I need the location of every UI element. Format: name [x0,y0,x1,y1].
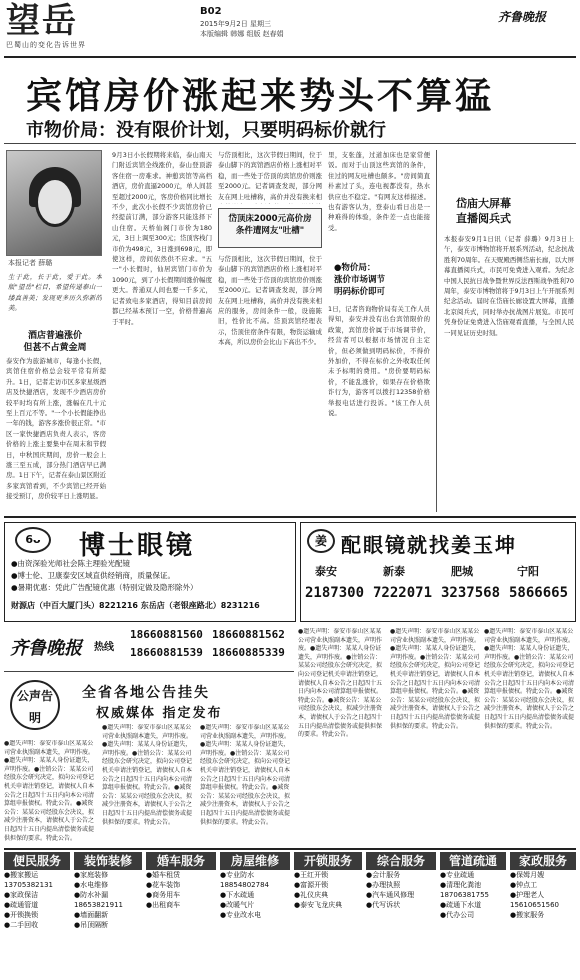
classified-cat-7-item-2: ●护理老人 [510,891,545,899]
classified-cat-0 [4,852,70,978]
jiang-phone-0: 2187300 [305,585,365,601]
jiang-slogan: 配眼镜就找姜玉坤 [341,533,517,557]
classified-cat-5-title: 综合服务 [366,852,436,870]
classified-cat-6-item-3: ●代办公司 [440,911,475,919]
glasses-line-1: ●由资深验光师社会陈主理验光配镜 [11,559,131,568]
classified-cat-6-item-1: ●清理化粪池 [440,881,482,889]
hotline-number-0: 18660881560 [130,628,203,641]
ad-glasses-box [4,522,296,622]
classified-cat-7-item-3: ●搬家服务 [510,911,545,919]
classified-cat-6-item-0: ●专业疏通 [440,871,475,879]
classified-cat-2-title: 婚车服务 [146,852,216,870]
classified-cat-3-item-2: ●改暖气片 [220,901,255,909]
classified-cat-6-item-2: ●疏通下水道 [440,901,482,909]
editors-line: 本版编辑 韩娜 组版 赵春娟 [200,30,284,38]
hotline-number-3: 18660885339 [212,646,285,659]
hotline-number-1: 18660881562 [212,628,285,641]
jiang-city-1: 新泰 [383,565,405,578]
classified-cat-2-item-2: ●商务用车 [146,891,181,899]
classified-cat-0-item-3: ●开锁换锁 [4,911,39,919]
jiang-phone-1: 7222071 [373,585,433,601]
classified-cat-5-item-3: ●代写诉状 [366,901,401,909]
article-col3: 与岱顶相比，这次节假日期间，位于泰山脚下的宾馆酒店价格上涨相对平稳，而一些处于岱顶的宾馆房价则涨至2000元。记者调查发现，部分网友在网上吐槽称，高价并没有换来相应的服务，房间条件一般，设施陈旧，性价比不高。岱顶宾馆经理表示，岱顶住宿条件有限，物资运输成本高，所以房价会比山下高出不少。 [218,255,322,347]
masthead-rule [4,56,576,58]
classified-cat-4-item-3: ●泰安飞龙庆典 [294,901,343,909]
glasses-brand: 博士眼镜 [79,531,196,561]
glasses-stores: 财源店（中百大厦门头）8221216 东岳店（老银座路北）8231216 [11,601,260,610]
classified-cat-5-item-0: ●会计服务 [366,871,401,879]
classified-cat-0-item-1: ●家政保洁 [4,891,39,899]
classified-cat-1-title: 装饰装修 [74,852,142,870]
article-col2: 9月3日小长假期将来临，泰山南天门附近宾馆全线涨价，泰山登顶游客住宿一房难求。神憩宾馆等高档酒店，房价直逼2000元，单人间甚至超过2000元，客房价格同比增长不少，此次小长假不少宾馆房价已经提前订满，部分游客只能选择下山住宿。天桥仙阁门市价为180元，3日上调至300元；岱顶客栈门市价为498元，3日涨到698元，即使这样，房间依然供不应求。"五一"小长假时，仙居宾馆门市价为1090元，到了小长假期间涨价幅度更大。普通双人间也要一千多元，记者致电多家酒店，得知目前房间都已经基本预订一空，价格普遍高于平时。 [112,151,212,326]
jiang-logo: 姜 [307,529,335,553]
paper-name: 齐鲁晚报 [498,10,547,24]
hotline-banner [4,626,294,672]
glasses-line-2: ●博士伦、卫康泰安区域直供经销商，质量保证。 [11,571,176,580]
page-number: B02 [200,6,222,17]
classified-cat-0-item-2: ●疏通管道 [4,901,39,909]
classified-cat-4-item-2: ●礼仪庆典 [294,891,329,899]
article-col3-top: 与岱顶相比，这次节假日期间，位于泰山脚下的宾馆酒店价格上涨相对平稳，而一些处于岱顶的宾馆房价则涨至2000元。记者调查发现，部分网友在网上吐槽称，高价并没有换来相 [218,151,322,201]
classified-cat-2 [146,852,216,978]
article-col4: 里，支张蓬，过道加床也是家常便饭。而对于山顶这些宾馆的条件，住过的网友吐槽也颇多。"房间简直朴素过了头，连电视都没有，热水供应也不稳定。"有网友这样描述。也有游客认为，登泰山看日出是一种难得的体验，条件差一点也能接受。 [328,151,430,232]
jiang-city-0: 泰安 [315,565,337,578]
article-subhead: 市物价局：没有限价计划，只要明码标价就行 [26,120,386,141]
classified-phone-3: 15610651560 [510,901,559,909]
classified-cat-7-item-0: ●保姆月嫂 [510,871,545,879]
classified-phone-2: 18706381755 [440,891,489,899]
hotline-number-2: 18660881539 [130,646,203,659]
classified-cat-2-item-1: ●花车装饰 [146,881,181,889]
classified-cat-0-item-0: ●搬家搬运 [4,871,39,879]
side-story-divider [436,150,437,512]
classified-phone-0: 13705382131 [4,881,53,889]
classified-cat-3-title: 房屋维修 [220,852,290,870]
ad-jiang-box [300,522,576,622]
notices-col-3: ●遗失声明：泰安市泰山区某某公司营业执照副本遗失，声明作废。●遗失声明：某某人身份证遗失，声明作废。●注销公告：某某公司经股东会研究决定，拟向公司登记机关申请注销登记，请债权人自本公告之日起四十五日内向本公司清算组申报债权。特此公告。●减资公告：某某公司经股东会决议，拟减少注册资本，请债权人于公告之日起四十五日内提出清偿债务或提供担保的要求。特此公告。 [200,724,291,826]
reporter-bio: 生于此，长于此，爱于此。本版"望岳"栏目，希望传递泰山一缕真善美；发现更多历久弥新的美。 [8,273,102,313]
classifieds-rule [4,848,576,850]
agency-line-2: 权威媒体 指定发布 [96,706,223,721]
article-col1: 泰安作为旅游城市，每逢小长假，宾馆住宿价格总会较平常有所提升。1日，记者走访市区多家星级酒店及快捷酒店，发现不少酒店房价较平时均有所上涨，涨幅在几十元至上百元不等。"一个小长假能挣出一年的钱，游客多涨价很正常。"市区一家快捷酒店负责人表示，客房价格的上涨主要集中在周末和节假日，中秋国庆期间，房价一般会上涨三至五成，部分热门酒店早已满房。1日下午，记者在泰山景区附近多家宾馆看到，不少宾馆已经开始接受预订，房价较平日上涨明显。 [6,357,106,501]
classified-cat-2-item-3: ●出租商车 [146,901,181,909]
price-section-title: ●物价局： 涨价市场调节 明码标价即可 [334,263,386,297]
classified-cat-5 [366,852,436,978]
classified-cat-5-item-1: ●办理执照 [366,881,401,889]
article-headline: 宾馆房价涨起来势头不算猛 [26,75,495,117]
glasses-logo-icon: 6ᴗ [15,527,51,553]
reporter-photo [6,150,102,256]
side-story-text: 本报泰安9月1日讯（记者 薛璐）9月3日上午，泰安市博物馆将开展系列活动，纪念抗战胜利70周年。在天贶殿西侧岱庙长廊，以大屏幕直播阅兵式，市民可免费进入观看。为纪念中国人民抗日战争暨世界反法西斯战争胜利70周年，泰安市博物馆将于9月3日上午开展系列纪念活动。届时在岱庙长廊设置大屏幕，直播北京阅兵式，同时举办抗战图片展览。市民可凭身份证免费进入岱庙观看直播，与全国人民一同见证历史时刻。 [444,235,574,337]
side-story-headline: 岱庙大屏幕 直播阅兵式 [456,197,511,225]
agency-line-1: 全省各地公告挂失 [82,685,210,701]
classified-cat-3-item-0: ●专业防水 [220,871,255,879]
section-subtitle: 巴蜀山的变化告诉世界 [6,41,86,49]
reporter-face [35,177,75,227]
classified-cat-4 [294,852,362,978]
jiang-city-3: 宁阳 [517,565,539,578]
notice-stamp: 公声告明 [10,680,60,730]
pull-quote: 岱顶床2000元高价房条件遭网友"吐槽" [228,214,312,236]
jiang-city-2: 肥城 [451,565,473,578]
lead-section-title: 酒店普遍涨价 但甚不占黄金周 [23,331,87,353]
classified-cat-1 [74,852,142,978]
classified-cat-3-item-3: ●专业改水电 [220,911,262,919]
reporter-caption: 本报记者 薛璐 [8,259,53,267]
notices-col-4: ●遗失声明：泰安市泰山区某某公司营业执照副本遗失，声明作废。●遗失声明：某某人身份证遗失，声明作废。●注销公告：某某公司经股东会研究决定，拟向公司登记机关申请注销登记，请债权人自本公告之日起四十五日内向本公司清算组申报债权。特此公告。●减资公告：某某公司经股东会决议，拟减少注册资本，请债权人于公告之日起四十五日内提出清偿债务或提供担保的要求。特此公告。 [298,628,383,739]
hotline-label: 热线 [94,642,114,653]
classified-phone-4: 18854802784 [220,881,269,889]
classified-cat-4-item-0: ●王红开锁 [294,871,329,879]
classified-phone-1: 18653821911 [74,901,123,909]
classified-cat-1-item-4: ●吊顶隔断 [74,921,109,929]
section-name: 望岳 [6,1,78,41]
jiang-phone-3: 5866665 [509,585,569,601]
classified-cat-6 [440,852,506,978]
classified-cat-4-item-1: ●富源开锁 [294,881,329,889]
notices-col-1: ●遗失声明：泰安市泰山区某某公司营业执照副本遗失，声明作废。●遗失声明：某某人身份证遗失，声明作废。●注销公告：某某公司经股东会研究决定，拟向公司登记机关申请注销登记，请债权人自本公告之日起四十五日内向本公司清算组申报债权。特此公告。●减资公告：某某公司经股东会决议，拟减少注册资本，请债权人于公告之日起四十五日内提出清偿债务或提供担保的要求。特此公告。 [4,740,95,842]
classified-cat-0-title: 便民服务 [4,852,70,870]
classified-cat-1-item-2: ●防水补漏 [74,891,109,899]
headline-rule [4,143,576,144]
glasses-line-3: ●暑期优惠：凭此广告配镜优惠（特别定做及隐形除外） [11,583,198,592]
classified-cat-4-title: 开锁服务 [294,852,362,870]
classified-cat-0-item-4: ●二手回收 [4,921,39,929]
classified-cat-6-title: 管道疏通 [440,852,506,870]
classified-cat-1-item-1: ●水电维修 [74,881,109,889]
classified-cat-3-item-1: ●下水疏通 [220,891,255,899]
classified-cat-7-title: 家政服务 [510,852,576,870]
classified-cat-1-item-3: ●墙面翻新 [74,911,109,919]
jiang-phone-2: 3237568 [441,585,501,601]
article-col5: 1日，记者咨询物价局有关工作人员得知，泰安并没有出台宾馆限价的政策，宾馆房价属于市场调节价，经营者可以根据市场情况自主定价，但必须做到明码标价，不得价外加价，不得在标价之外收取任何未予标明的费用。"房价要明码标价，不能乱涨价，如果存在价格欺诈行为，游客可以拨打12358价格举报电话进行投诉。"该工作人员说。 [328,305,430,418]
notices-col-2: ●遗失声明：泰安市泰山区某某公司营业执照副本遗失，声明作废。●遗失声明：某某人身份证遗失，声明作废。●注销公告：某某公司经股东会研究决定，拟向公司登记机关申请注销登记，请债权人自本公告之日起四十五日内向本公司清算组申报债权。特此公告。●减资公告：某某公司经股东会决议，拟减少注册资本，请债权人于公告之日起四十五日内提出清偿债务或提供担保的要求。特此公告。 [102,724,193,826]
notices-col-6: ●遗失声明：泰安市泰山区某某公司营业执照副本遗失，声明作废。●遗失声明：某某人身份证遗失，声明作废。●注销公告：某某公司经股东会研究决定，拟向公司登记机关申请注销登记，请债权人自本公告之日起四十五日内向本公司清算组申报债权。特此公告。●减资公告：某某公司经股东会决议，拟减少注册资本，请债权人于公告之日起四十五日内提出清偿债务或提供担保的要求。特此公告。 [484,628,575,730]
date-line: 2015年9月2日 星期三 [200,20,271,28]
classified-cat-2-item-0: ●婚车租赁 [146,871,181,879]
classified-cat-7 [510,852,576,978]
classified-cat-3 [220,852,290,978]
classified-cat-7-item-1: ●钟点工 [510,881,538,889]
ads-rule [4,516,576,518]
pull-quote-box [218,208,322,248]
classified-cat-5-item-2: ●汽车通风修理 [366,891,415,899]
notices-col-5: ●遗失声明：泰安市泰山区某某公司营业执照副本遗失，声明作废。●遗失声明：某某人身份证遗失，声明作废。●注销公告：某某公司经股东会研究决定，拟向公司登记机关申请注销登记，请债权人自本公告之日起四十五日内向本公司清算组申报债权。特此公告。●减资公告：某某公司经股东会决议，拟减少注册资本，请债权人于公告之日起四十五日内提出清偿债务或提供担保的要求。特此公告。 [390,628,480,730]
classified-cat-1-item-0: ●家庭装修 [74,871,109,879]
section-masthead [6,1,152,56]
hotline-paper: 齐鲁晚报 [10,638,82,659]
